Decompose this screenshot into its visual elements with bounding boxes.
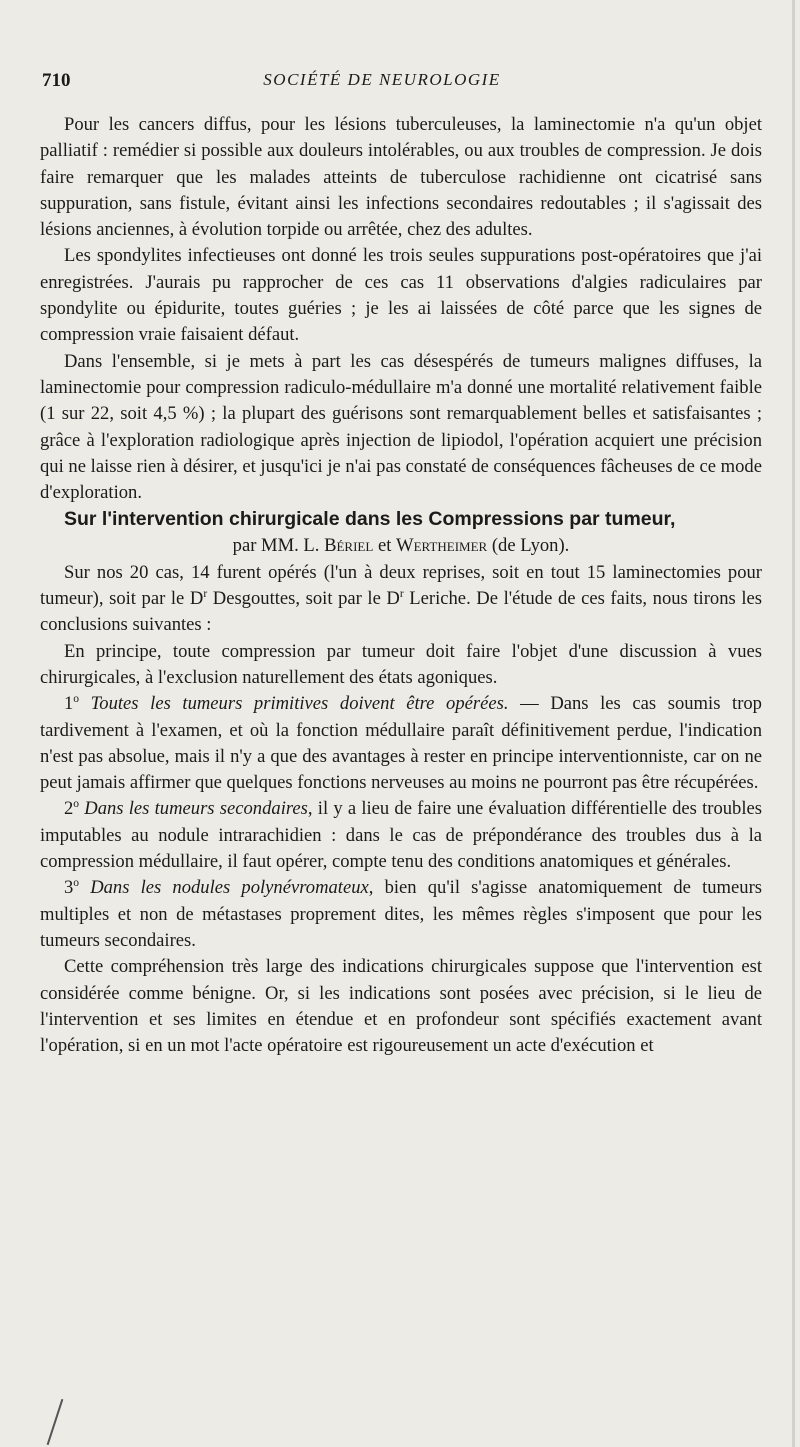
paragraph-comprehension: Cette compréhension très large des indications chirurgicales suppose que l'intervention est considérée comme bénigne. Or, si les indications sont posées avec précision, si le lieu de l'intervention et ses limites en étendue et en profondeur sont spécifiés exactement avant l'opération, si en un mot l'acte opératoire est rigoureusement un acte d'exécution et: [40, 956, 762, 1057]
authors-prefix: par MM. L.: [232, 535, 325, 557]
page-edge-shadow: [792, 0, 795, 1447]
paragraph-conclusion-1: [40, 691, 762, 796]
running-head: SOCIÉTÉ DE NEUROLOGIE: [263, 70, 501, 89]
conclusion-2-heading: Dans les tumeurs secondaires: [79, 798, 308, 820]
cases-sup-2: r: [399, 587, 404, 600]
conclusion-1-text: — Dans les cas soumis trop tardivement à l'examen, et où la fonction médullaire paraît définitivement perdue, l'indication n'est pas absolue, mais il n'y a que des avantages à rester en principe interventionniste, car on ne peut jamais affirmer que quelques fonctions nerveuses au moins ne pourront pas être récupérées.: [40, 693, 762, 794]
paragraph-cases: [40, 560, 762, 639]
conclusion-1-number: 1: [64, 693, 74, 715]
paragraph-cancers: Pour les cancers diffus, pour les lésions tuberculeuses, la laminectomie n'a qu'un objet palliatif : remédier si possible aux douleurs intolérables, ou aux troubles de compression. Je dois faire remarquer que les malades atteints de tuberculose rachidienne ont cicatrisé sans suppuration, sans fistule, évitant ainsi les infections secondaires redoutables ; il s'agissait des lésions anciennes, à évolution torpide ou arrêtée, chez des adultes.: [40, 114, 762, 241]
page-header: [42, 70, 722, 96]
conclusion-3-heading: Dans les nodules polynévromateux: [79, 877, 369, 899]
paragraph-conclusion-2: [40, 796, 762, 875]
conclusion-3-number: 3: [64, 877, 74, 899]
author-beriel: Bériel: [324, 535, 374, 557]
authors-suffix: (de Lyon).: [487, 535, 570, 557]
pencil-mark: [47, 1399, 64, 1445]
page-number: 710: [42, 70, 71, 91]
cases-sup-1: r: [203, 587, 208, 600]
conclusion-3-sup: o: [73, 877, 80, 890]
conclusion-1-sup: o: [73, 693, 80, 706]
cases-text-b: Desgouttes, soit par le D: [207, 588, 400, 610]
page-body: [40, 112, 762, 1059]
conclusion-2-sup: o: [73, 798, 80, 811]
conclusion-3-text: , bien qu'il s'agisse anatomiquement de tumeurs multiples et non de métastases proprement dites, les mêmes règles s'imposent que pour les tumeurs secondaires.: [40, 877, 762, 951]
cases-text-a: Sur nos 20 cas, 14 furent opérés (l'un à deux reprises, soit en tout 15 laminectomies pour tumeur), soit par le D: [40, 561, 762, 610]
authors-mid: et: [373, 535, 397, 557]
article-title: Sur l'intervention chirurgicale dans les Compressions par tumeur,: [64, 508, 676, 531]
paragraph-conclusion-3: [40, 875, 762, 954]
conclusion-2-text: , il y a lieu de faire une évaluation différentielle des troubles imputables au nodule intrarachidien : dans le cas de prépondérance des troubles dus à la compression médullaire, il faut opérer, compte tenu des conditions anatomiques et générales.: [40, 798, 762, 873]
paragraph-ensemble: Dans l'ensemble, si je mets à part les cas désespérés de tumeurs malignes diffuses, la laminectomie pour compression radiculo-médullaire m'a donné une mortalité relativement faible (1 sur 22, soit 4,5 %) ; la plupart des guérisons sont remarquablement belles et satisfaisantes ; grâce à l'exploration radiologique après injection de lipiodol, l'opération acquiert une précision qui ne laisse rien à désirer, et jusqu'ici je n'ai pas constaté de conséquences fâcheuses de ce mode d'exploration.: [40, 350, 762, 504]
author-wertheimer: Wertheimer: [396, 535, 488, 557]
article-authors: [40, 533, 762, 559]
conclusion-2-number: 2: [64, 798, 74, 820]
paragraph-principe: En principe, toute compression par tumeur doit faire l'objet d'une discussion à vues chirurgicales, à l'exclusion naturellement des états agoniques.: [40, 640, 762, 688]
paragraph-spondylites: Les spondylites infectieuses ont donné les trois seules suppurations post-opératoires que j'ai enregistrées. J'aurais pu rapprocher de ces cas 11 observations d'algies radiculaires par spondylite ou épidurite, toutes guéries ; je les ai laissées de côté parce que les signes de compression vraie faisaient défaut.: [40, 245, 762, 346]
cases-text-c: Leriche. De l'étude de ces faits, nous tirons les conclusions suivantes :: [40, 588, 762, 636]
conclusion-1-heading: Toutes les tumeurs primitives doivent être opérées.: [79, 693, 509, 715]
